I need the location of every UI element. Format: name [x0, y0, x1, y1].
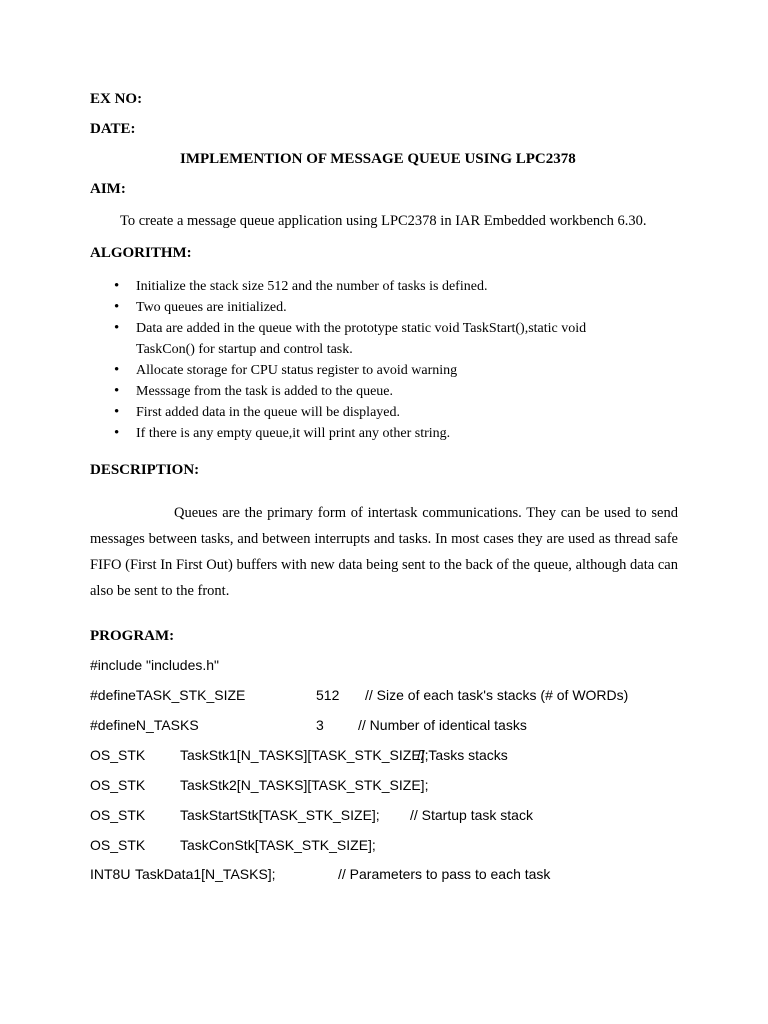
ex-no-label: EX NO:	[90, 91, 143, 107]
document-title: IMPLEMENTION OF MESSAGE QUEUE USING LPC2378	[180, 151, 576, 167]
code-line-comment: // Number of identical tasks	[358, 717, 527, 733]
code-line-type: OS_STK	[90, 807, 146, 823]
code-line-value: 512	[316, 687, 340, 703]
code-line-type: OS_STK	[90, 777, 146, 793]
code-line-comment: // Startup task stack	[410, 807, 533, 823]
algorithm-heading: ALGORITHM:	[90, 245, 192, 261]
code-line-value: 3	[316, 717, 324, 733]
code-line-comment: // Size of each task's stacks (# of WORDs)	[365, 687, 629, 703]
code-line-type: OS_STK	[90, 747, 146, 763]
aim-text: To create a message queue application using LPC2378 in IAR Embedded workbench 6.30.	[120, 213, 647, 229]
code-line-directive: #defineN_TASKS	[90, 717, 199, 733]
code-line-comment: // Parameters to pass to each task	[338, 866, 551, 882]
program-heading: PROGRAM:	[90, 628, 175, 644]
list-item: • Two queues are initialized.	[114, 297, 714, 318]
list-item: • If there is any empty queue,it will print any other string.	[114, 423, 714, 444]
code-line-declaration: TaskStk2[N_TASKS][TASK_STK_SIZE];	[180, 777, 429, 793]
list-item: • Data are added in the queue with the prototype static void TaskStart(),static void	[114, 318, 714, 339]
algorithm-list	[114, 276, 714, 444]
list-item: • Initialize the stack size 512 and the number of tasks is defined.	[114, 276, 714, 297]
list-item: • Allocate storage for CPU status register to avoid warning	[114, 360, 714, 381]
code-line-comment: // Tasks stacks	[417, 747, 508, 763]
description-heading: DESCRIPTION:	[90, 462, 200, 478]
description-paragraph: Queues are the primary form of intertask communications. They can be used to send messages between tasks, and between interrupts and tasks. In most cases they are used as thread safe FIFO (First In First Out) buffers with new data being sent to the back of the queue, although data can also be sent to the front.	[90, 505, 678, 599]
code-line-declaration: TaskData1[N_TASKS];	[135, 866, 276, 882]
date-label: DATE:	[90, 121, 136, 137]
list-item: • Messsage from the task is added to the queue.	[114, 381, 714, 402]
code-line: #include "includes.h"	[90, 657, 220, 673]
code-line-type: INT8U	[90, 866, 131, 882]
list-item-continuation: TaskCon() for startup and control task.	[136, 342, 353, 357]
code-line-directive: #defineTASK_STK_SIZE	[90, 687, 246, 703]
code-line-declaration: TaskConStk[TASK_STK_SIZE];	[180, 837, 376, 853]
code-line-type: OS_STK	[90, 837, 146, 853]
list-item: • First added data in the queue will be displayed.	[114, 402, 714, 423]
code-line-declaration: TaskStk1[N_TASKS][TASK_STK_SIZE];	[180, 747, 429, 763]
aim-heading: AIM:	[90, 181, 126, 197]
code-line-declaration: TaskStartStk[TASK_STK_SIZE];	[180, 807, 380, 823]
